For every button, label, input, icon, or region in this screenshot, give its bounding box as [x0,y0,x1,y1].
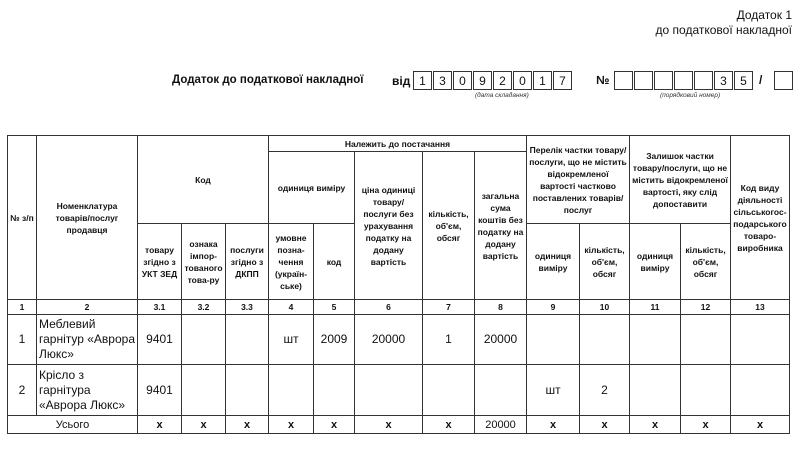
row-import [182,365,226,416]
header-unit-group: одиниця виміру [269,152,355,224]
table-row [8,365,790,416]
header-partial: Перелік частки товару/послуги, що не містить відокремленої вартості частково поставлених товарів/послуг [527,136,630,224]
col-number: 1 [8,300,37,315]
col-number: 9 [527,300,580,315]
date-digit[interactable]: 0 [453,71,472,90]
number-slash: / [759,73,763,87]
row-no: 1 [8,315,37,365]
header-supply: Належить до постачання [269,136,527,152]
number-hint: (порядковий номер) [660,92,721,99]
header-agri: Код виду діяльності сільськогос-подарського товаро-виробника [731,136,790,300]
header-r-qty: кількість, об'єм, обсяг [681,224,731,300]
col-number: 12 [681,300,731,315]
row-r-unit [630,315,681,365]
total-cell: x [182,416,226,434]
col-number: 3.1 [138,300,182,315]
row-unit-name: шт [269,315,314,365]
col-number: 5 [314,300,355,315]
col-number: 13 [731,300,790,315]
appendix-header [656,8,792,38]
row-total: 20000 [475,315,527,365]
header-qty: кількість, об'єм, обсяг [423,152,475,300]
header-total: загальна сума коштів без податку на додану вартість [475,152,527,300]
row-p-unit: шт [527,365,580,416]
total-cell: x [731,416,790,434]
col-number: 3.3 [226,300,269,315]
total-cell: x [527,416,580,434]
header-unit-code: код [314,224,355,300]
row-r-unit [630,365,681,416]
date-digit[interactable]: 7 [553,71,572,90]
header-no: № з/п [8,136,37,300]
appendix-line-2: до податкової накладної [655,23,792,37]
total-cell: x [580,416,630,434]
col-number: 11 [630,300,681,315]
row-p-qty: 2 [580,365,630,416]
row-price [355,365,423,416]
header-code: Код [138,136,269,224]
col-number: 6 [355,300,423,315]
row-agri [731,315,790,365]
row-unit-code: 2009 [314,315,355,365]
row-agri [731,365,790,416]
number-cell[interactable] [614,71,633,90]
table-row [8,315,790,365]
col-number: 8 [475,300,527,315]
row-import [182,315,226,365]
number-boxes [614,71,754,90]
header-p-qty: кількість, об'єм, обсяг [580,224,630,300]
row-p-unit [527,315,580,365]
date-label: від [392,74,411,88]
col-number: 4 [269,300,314,315]
header-nomenclature: Номенклатура товарів/послуг продавця [37,136,138,300]
col-number: 10 [580,300,630,315]
row-ukt: 9401 [138,365,182,416]
date-digit[interactable]: 1 [533,71,552,90]
appendix-line-1: Додаток 1 [736,8,792,22]
number-suffix-box[interactable] [774,71,793,90]
total-sum: 20000 [475,416,527,434]
total-cell: x [314,416,355,434]
row-p-qty [580,315,630,365]
row-name: Меблевий гарнітур «Аврора Люкс» [37,315,138,365]
total-cell: x [138,416,182,434]
row-r-qty [681,365,731,416]
header-p-unit: одиниця виміру [527,224,580,300]
row-no: 2 [8,365,37,416]
total-cell: x [630,416,681,434]
number-cell[interactable] [634,71,653,90]
header-price: ціна одиниці товару/ послуги без урахування податку на додану вартість [355,152,423,300]
date-digit[interactable]: 9 [473,71,492,90]
header-remaining: Залишок частки товару/послуги, що не містить відокремленої вартості, яку слід допоставити [630,136,731,224]
number-label: № [596,73,610,87]
row-name: Крісло з гарнітура «Аврора Люкс» [37,365,138,416]
header-conv-name: умовне позна-чення (україн-ське) [269,224,314,300]
total-cell: x [355,416,423,434]
total-row [8,416,790,434]
date-hint: (дата складання) [475,92,529,99]
total-cell: x [423,416,475,434]
date-digit[interactable]: 3 [433,71,452,90]
number-cell[interactable] [694,71,713,90]
header-r-unit: одиниця виміру [630,224,681,300]
row-dkpp [226,365,269,416]
col-number: 7 [423,300,475,315]
col-number: 3.2 [182,300,226,315]
goods-table [7,135,790,434]
row-total [475,365,527,416]
number-cell[interactable] [674,71,693,90]
header-dkpp: послуги згідно з ДКПП [226,224,269,300]
row-qty: 1 [423,315,475,365]
total-cell: x [681,416,731,434]
total-cell: x [226,416,269,434]
total-cell: x [269,416,314,434]
number-cell[interactable]: 5 [734,71,753,90]
row-unit-name [269,365,314,416]
col-number: 2 [37,300,138,315]
date-boxes [413,71,573,90]
row-qty [423,365,475,416]
total-label: Усього [8,416,138,434]
date-digit[interactable]: 0 [513,71,532,90]
date-digit[interactable]: 2 [493,71,512,90]
number-cell[interactable]: 3 [714,71,733,90]
form-title: Додаток до податкової накладної [172,74,364,86]
date-digit[interactable]: 1 [413,71,432,90]
header-ukt: товару згідно з УКТ ЗЕД [138,224,182,300]
row-unit-code [314,365,355,416]
header-import: ознака імпор-тованого това-ру [182,224,226,300]
row-dkpp [226,315,269,365]
row-price: 20000 [355,315,423,365]
row-ukt: 9401 [138,315,182,365]
row-r-qty [681,315,731,365]
number-cell[interactable] [654,71,673,90]
